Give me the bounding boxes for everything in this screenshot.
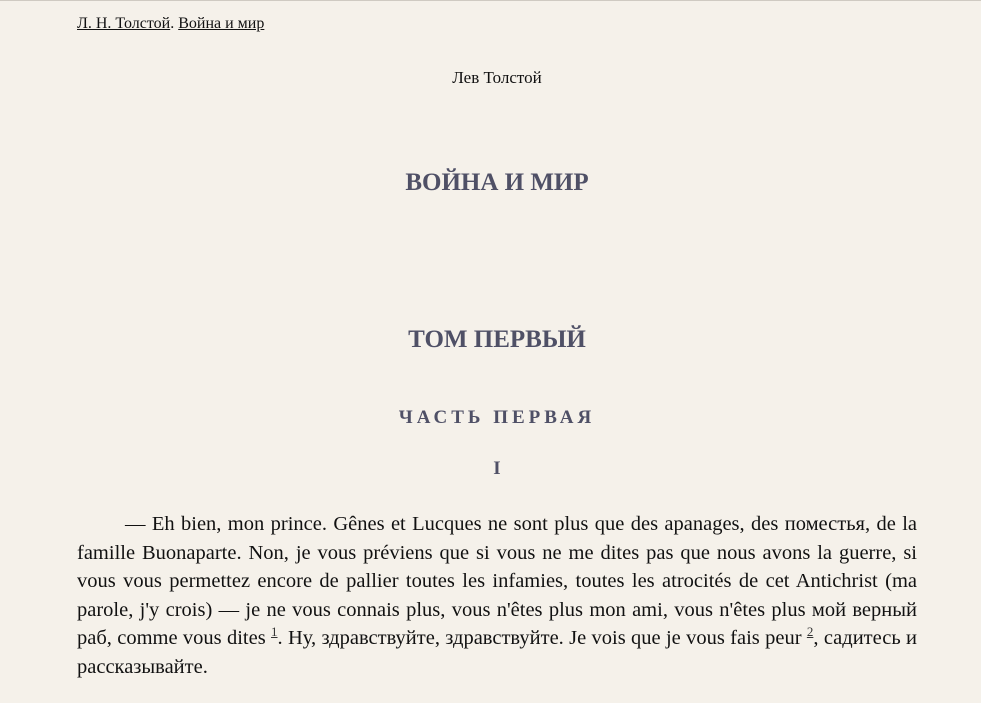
body-paragraph xyxy=(77,510,917,681)
paragraph-text-segment: , садитесь и рассказывайте. xyxy=(77,627,917,678)
volume-heading: ТОМ ПЕРВЫЙ xyxy=(408,326,586,353)
footnote-link-2[interactable]: 2 xyxy=(806,624,814,640)
book-author: Лев Толстой xyxy=(452,68,542,87)
footnote-link-1[interactable]: 1 xyxy=(271,624,278,640)
breadcrumb-author-link[interactable]: Л. Н. Толстой xyxy=(77,15,171,32)
breadcrumb xyxy=(77,14,264,34)
breadcrumb-separator: . xyxy=(170,15,179,32)
breadcrumb-book-link[interactable]: Война и мир xyxy=(178,15,265,32)
paragraph-text-segment: . Ну, здравствуйте, здравствуйте. Je vois que je vous fais peur xyxy=(277,627,807,649)
part-heading: ЧАСТЬ ПЕРВАЯ xyxy=(398,407,596,428)
chapter-heading: I xyxy=(493,458,501,479)
book-title: ВОЙНА И МИР xyxy=(405,169,589,196)
paragraph-text-segment: — Eh bien, mon prince. Gênes et Lucques ne sont plus que des apanages, des поместья, de la famille Buonaparte. Non, je vous préviens que si vous ne me dites pas que nous avons la guerre, si vous vous permettez encore de pallier toutes les infamies, toutes les atrocités de cet Antichrist (ma parole, j'y crois) — je ne vous connais plus, vous n'êtes plus mon ami, vous n'êtes plus мой верный раб, comme vous dites xyxy=(77,513,917,649)
